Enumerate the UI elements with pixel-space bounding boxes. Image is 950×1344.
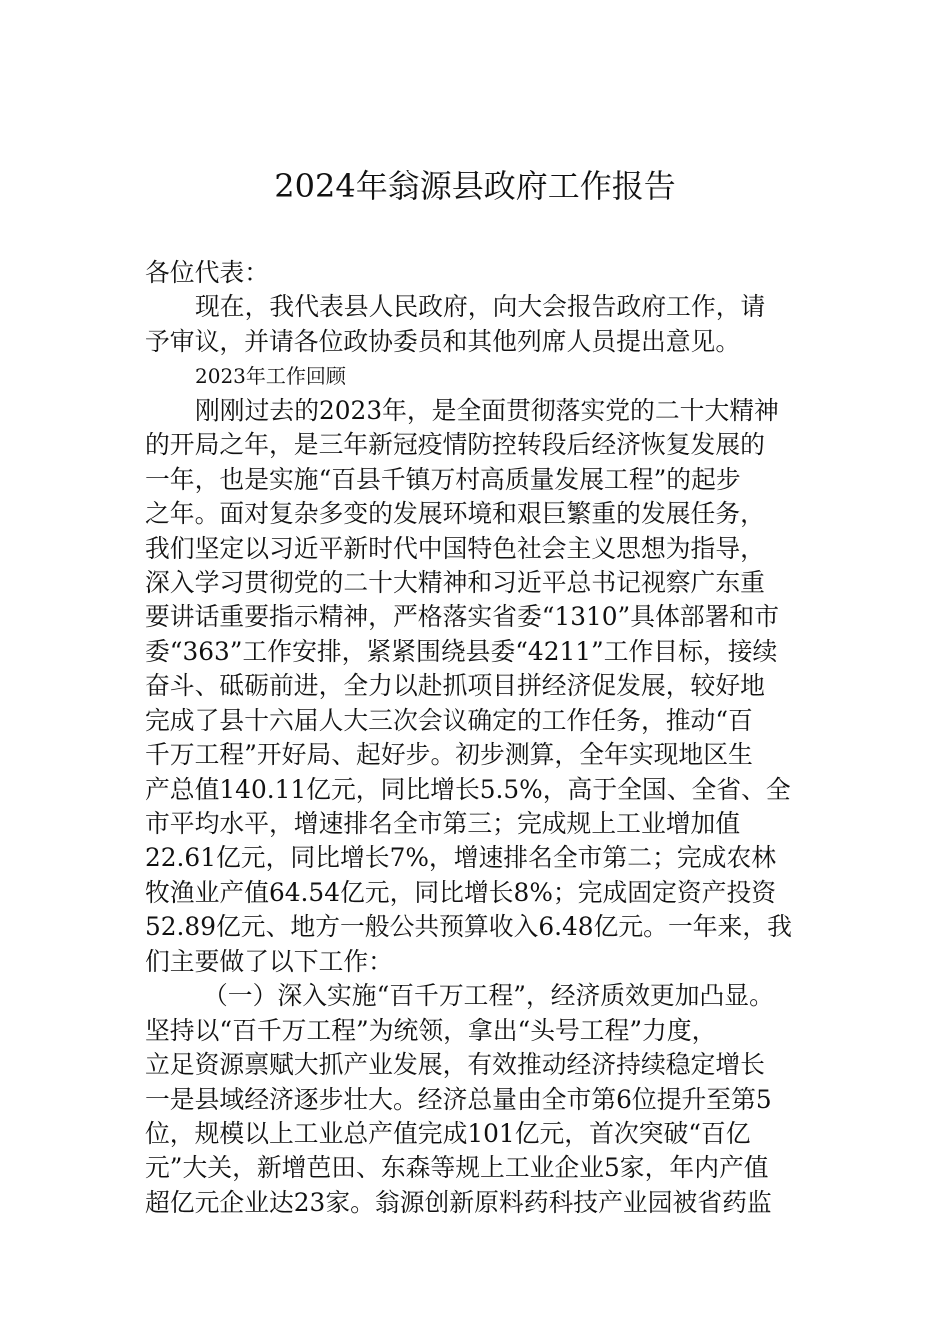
paragraph-line: 千万工程”开好局、起好步。初步测算，全年实现地区生 [145,740,753,770]
paragraph-line: 我们坚定以习近平新时代中国特色社会主义思想为指导， [145,533,765,563]
paragraph-line: 52.89亿元、地方一般公共预算收入6.48亿元。一年来，我 [145,912,792,942]
paragraph-line: 一年，也是实施“百县千镇万村高质量发展工程”的起步 [145,464,741,494]
paragraph-line: 超亿元企业达23家。翁源创新原料药科技产业园被省药监 [145,1187,772,1217]
paragraph-line: 委“363”工作安排，紧紧围绕县委“4211”工作目标，接续 [145,636,778,666]
paragraph-line: 们主要做了以下工作： [145,946,393,976]
paragraph-line: 要讲话重要指示精神，严格落实省委“1310”具体部署和市 [145,602,779,632]
paragraph-line: 完成了县十六届人大三次会议确定的工作任务，推动“百 [145,705,753,735]
paragraph-line: 位，规模以上工业总产值完成101亿元，首次突破“百亿 [145,1118,751,1148]
paragraph-line: 立足资源禀赋大抓产业发展，有效推动经济持续稳定增长 [145,1050,765,1080]
paragraph-line: 22.61亿元，同比增长7%，增速排名全市第二；完成农林 [145,843,777,873]
paragraph-line: 牧渔业产值64.54亿元，同比增长8%；完成固定资产投资 [145,877,777,907]
document-body [145,256,825,1220]
paragraph-line: 刚刚过去的2023年，是全面贯彻落实党的二十大精神 [195,395,779,425]
paragraph-line: 产总值140.11亿元，同比增长5.5%，高于全国、全省、全 [145,774,791,804]
paragraph-line: 奋斗、砥砺前进，全力以赴抓项目拼经济促发展，较好地 [145,671,765,701]
paragraph-line: 一是县域经济逐步壮大。经济总量由全市第6位提升至第5 [145,1084,772,1114]
document-title: 2024年翁源县政府工作报告 [274,167,676,205]
paragraph-line: 深入学习贯彻党的二十大精神和习近平总书记视察广东重 [145,567,765,597]
subsection-heading: （一）深入实施“百千万工程”，经济质效更加凸显。 [203,981,774,1011]
paragraph-line: 现在，我代表县人民政府，向大会报告政府工作，请 [195,292,766,322]
paragraph-line: 坚持以“百千万工程”为统领，拿出“头号工程”力度， [145,1015,717,1045]
salutation-line: 各位代表： [145,258,269,287]
paragraph-line: 之年。面对复杂多变的发展环境和艰巨繁重的发展任务， [145,499,765,529]
paragraph-line: 元”大关，新增芭田、东森等规上工业企业5家，年内产值 [145,1153,769,1183]
paragraph-line: 予审议，并请各位政协委员和其他列席人员提出意见。 [145,326,741,356]
paragraph-line: 的开局之年，是三年新冠疫情防控转段后经济恢复发展的 [145,430,765,460]
paragraph-line: 市平均水平，增速排名全市第三；完成规上工业增加值 [145,809,741,838]
section-heading: 2023年工作回顾 [195,364,346,389]
